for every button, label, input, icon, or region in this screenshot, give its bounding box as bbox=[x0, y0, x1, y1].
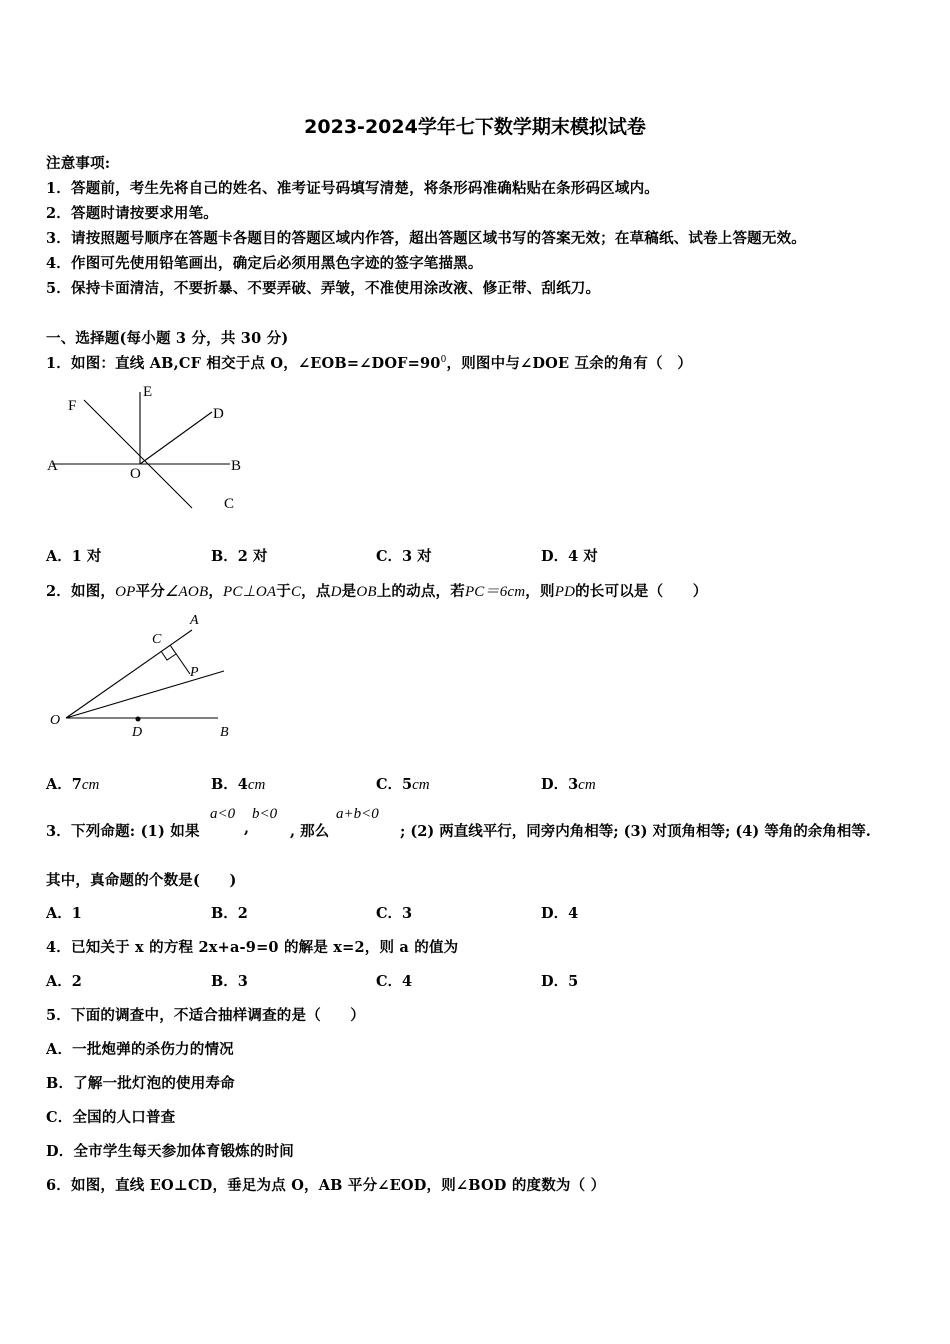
q3-stem-a: 3．下列命题: (1) 如果 bbox=[46, 823, 200, 840]
q2-figure bbox=[40, 608, 260, 748]
q2-label-o: O bbox=[50, 713, 61, 728]
option-value: 5 bbox=[402, 776, 413, 793]
q1-stem-b: ，则图中与∠DOE 互余的角有（ ） bbox=[446, 355, 693, 372]
q3-stem-b: ; (2) 两直线平行，同旁内角相等; (3) 对顶角相等; (4) 等角的余角相等. bbox=[400, 823, 871, 840]
q1-stem-a: 1．如图：直线 AB,CF 相交于点 O，∠EOB=∠DOF=90 bbox=[46, 355, 441, 372]
notice-heading: 注意事项: bbox=[46, 155, 111, 172]
notice-item: 4．作图可先使用铅笔画出，确定后必须用黑色字迹的签字笔描黑。 bbox=[46, 255, 483, 272]
q2-label-c: C bbox=[152, 632, 162, 647]
option-unit: cm bbox=[81, 777, 100, 793]
q1-stem-superscript: 0 bbox=[440, 355, 447, 366]
option-prefix: B． bbox=[211, 776, 238, 793]
q2-text: 于 bbox=[276, 583, 291, 600]
q1-option-a[interactable]: A．1 对 bbox=[46, 548, 102, 565]
q4-option-b[interactable]: B．3 bbox=[211, 973, 248, 990]
q2-math: PC＝6cm bbox=[464, 584, 526, 600]
q2-text: 上的动点，若 bbox=[376, 583, 465, 600]
option-value: 4 bbox=[237, 776, 248, 793]
q2-math: ∠AOB bbox=[164, 584, 209, 600]
q1-label-a: A bbox=[47, 458, 58, 474]
q1-option-b[interactable]: B．2 对 bbox=[211, 548, 268, 565]
q3-option-a[interactable]: A．1 bbox=[46, 905, 82, 922]
q2-option-a[interactable] bbox=[46, 773, 99, 794]
q2-label-b: B bbox=[220, 725, 229, 740]
q3-comma: , bbox=[244, 820, 250, 837]
question-4-stem: 4．已知关于 x 的方程 2x+a-9=0 的解是 x=2，则 a 的值为 bbox=[46, 939, 459, 956]
q5-option-b[interactable]: B．了解一批灯泡的使用寿命 bbox=[46, 1075, 235, 1092]
q3-option-d[interactable]: D．4 bbox=[541, 905, 579, 922]
q1-option-d[interactable]: D．4 对 bbox=[541, 548, 598, 565]
section-heading: 一、选择题(每小题 3 分，共 30 分) bbox=[46, 330, 289, 347]
q5-option-a[interactable]: A．一批炮弹的杀伤力的情况 bbox=[46, 1041, 234, 1058]
q2-text: 是 bbox=[341, 583, 357, 600]
question-6-stem: 6．如图，直线 EO⊥CD，垂足为点 O，AB 平分∠EOD，则∠BOD 的度数为（ ） bbox=[46, 1177, 606, 1194]
q2-text: ，点 bbox=[301, 583, 331, 600]
q1-label-e: E bbox=[143, 384, 153, 400]
q2-text: 2．如图， bbox=[46, 583, 116, 600]
page-title: 2023-2024学年七下数学期末模拟试卷 bbox=[304, 116, 646, 138]
option-value: 3 bbox=[568, 776, 579, 793]
q1-figure bbox=[40, 378, 260, 518]
q4-option-d[interactable]: D．5 bbox=[541, 973, 579, 990]
option-unit: cm bbox=[578, 777, 596, 793]
q3-followup: 其中，真命题的个数是( ) bbox=[46, 872, 237, 889]
q3-option-b[interactable]: B．2 bbox=[211, 905, 248, 922]
q4-option-c[interactable]: C．4 bbox=[376, 973, 413, 990]
option-prefix: D． bbox=[541, 776, 569, 793]
q1-label-f: F bbox=[68, 398, 77, 414]
q2-label-p: P bbox=[190, 665, 199, 680]
notice-item: 3．请按照题号顺序在答题卡各题目的答题区域内作答，超出答题区域书写的答案无效；在草稿纸、试卷上答题无效。 bbox=[46, 230, 806, 247]
option-prefix: A． bbox=[46, 776, 72, 793]
q2-label-a: A bbox=[190, 613, 199, 628]
q5-option-d[interactable]: D．全市学生每天参加体育锻炼的时间 bbox=[46, 1143, 294, 1160]
q2-math: D bbox=[330, 584, 342, 600]
q2-label-d: D bbox=[132, 725, 143, 740]
q2-text: 的长可以是（ ） bbox=[575, 583, 708, 600]
q1-option-c[interactable]: C．3 对 bbox=[376, 548, 432, 565]
q1-label-d: D bbox=[213, 406, 224, 422]
question-2-stem bbox=[46, 580, 707, 601]
q2-text: 平分 bbox=[135, 583, 165, 600]
q2-math: PD bbox=[554, 584, 576, 600]
notice-item: 2．答题时请按要求用笔。 bbox=[46, 205, 218, 222]
q2-text: ， bbox=[208, 583, 224, 600]
q3-inequality-1: a<0 bbox=[210, 806, 236, 822]
q3-stem-mid: , 那么 bbox=[290, 823, 330, 840]
q1-label-o: O bbox=[130, 466, 141, 482]
option-prefix: C． bbox=[376, 776, 403, 793]
q2-math: OP bbox=[115, 584, 136, 600]
q2-math: C bbox=[290, 584, 302, 600]
q3-option-c[interactable]: C．3 bbox=[376, 905, 413, 922]
q1-label-b: B bbox=[231, 458, 242, 474]
q1-label-c: C bbox=[224, 496, 235, 512]
q2-math: OB bbox=[356, 584, 377, 600]
question-5-stem: 5．下面的调查中，不适合抽样调查的是（ ） bbox=[46, 1007, 365, 1024]
q2-option-b[interactable] bbox=[211, 773, 265, 794]
q2-text: ，则 bbox=[525, 583, 555, 600]
option-unit: cm bbox=[412, 777, 430, 793]
q3-inequality-3: a+b<0 bbox=[336, 806, 379, 822]
q2-option-d[interactable] bbox=[541, 773, 596, 794]
q2-math: PC⊥OA bbox=[223, 584, 277, 600]
question-1-stem bbox=[46, 352, 692, 373]
option-unit: cm bbox=[247, 777, 266, 793]
q4-option-a[interactable]: A．2 bbox=[46, 973, 82, 990]
notice-item: 5．保持卡面清洁，不要折暴、不要弄破、弄皱，不准使用涂改液、修正带、刮纸刀。 bbox=[46, 280, 601, 297]
q3-inequality-2: b<0 bbox=[252, 806, 278, 822]
q2-option-c[interactable] bbox=[376, 773, 430, 794]
notice-item: 1．答题前，考生先将自己的姓名、准考证号码填写清楚，将条形码准确粘贴在条形码区域内。 bbox=[46, 180, 659, 197]
q5-option-c[interactable]: C．全国的人口普查 bbox=[46, 1109, 176, 1126]
option-value: 7 bbox=[71, 776, 82, 793]
